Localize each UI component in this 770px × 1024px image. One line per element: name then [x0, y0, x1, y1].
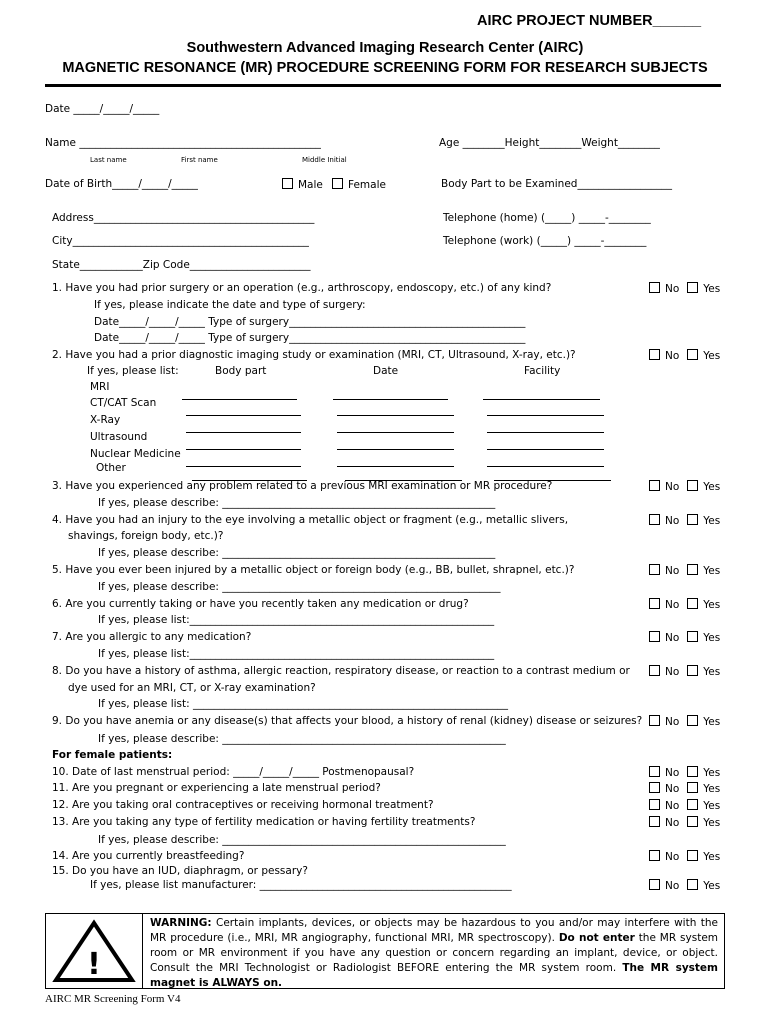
no-label: No — [665, 599, 680, 611]
q1-surgery-line-1[interactable]: Date_____/_____/_____ Type of surgery_____________________________________________ — [94, 316, 526, 328]
question-14: 14. Are you currently breastfeeding? — [52, 850, 245, 862]
question-6: 6. Are you currently taking or have you recently taken any medication or drug? — [52, 598, 469, 610]
q2-row-label: Other — [96, 462, 126, 474]
q2-row-label: X-Ray — [90, 414, 121, 426]
no-label: No — [665, 851, 680, 863]
q2-row-label: Nuclear Medicine — [90, 448, 181, 460]
q7-no-checkbox[interactable] — [649, 631, 660, 642]
no-label: No — [665, 767, 680, 779]
q2-col-date: Date — [373, 365, 399, 377]
q2-row-label: Ultrasound — [90, 431, 148, 443]
yes-label: Yes — [703, 851, 721, 863]
q13-yes-checkbox[interactable] — [687, 816, 698, 827]
q2-col-body-part: Body part — [215, 365, 267, 377]
q9-sub[interactable]: If yes, please describe: ______________________________________________________ — [98, 733, 506, 745]
q12-no-checkbox[interactable] — [649, 799, 660, 810]
question-2: 2. Have you had a prior diagnostic imaging study or examination (MRI, CT, Ultrasound, X-ray, etc.)? — [52, 349, 576, 361]
q4-no-checkbox[interactable] — [649, 514, 660, 525]
date-field[interactable]: Date _____/_____/_____ — [45, 103, 160, 115]
header-rule — [45, 84, 721, 87]
q11-no-checkbox[interactable] — [649, 782, 660, 793]
telephone-home-field[interactable]: Telephone (home) (_____) _____-________ — [443, 212, 651, 224]
q2-yes-checkbox[interactable] — [687, 349, 698, 360]
question-4: 4. Have you had an injury to the eye involving a metallic object or fragment (e.g., metallic slivers, — [52, 514, 569, 526]
yes-label: Yes — [703, 481, 721, 493]
female-option[interactable] — [332, 178, 386, 191]
yes-label: Yes — [703, 666, 721, 678]
middle-initial-label: Middle Initial — [302, 156, 347, 164]
male-checkbox[interactable] — [282, 178, 293, 189]
no-label: No — [665, 783, 680, 795]
question-5: 5. Have you ever been injured by a metallic object or foreign body (e.g., BB, bullet, shrapnel, etc.)? — [52, 564, 575, 576]
q12-yes-checkbox[interactable] — [687, 799, 698, 810]
no-label: No — [665, 565, 680, 577]
q10-no-checkbox[interactable] — [649, 766, 660, 777]
female-checkbox[interactable] — [332, 178, 343, 189]
q13-sub[interactable]: If yes, please describe: ______________________________________________________ — [98, 834, 506, 846]
no-label: No — [665, 350, 680, 362]
q2-other-date-input[interactable] — [345, 462, 462, 481]
q6-yes-no[interactable] — [649, 598, 720, 611]
q2-row-label: MRI — [90, 381, 110, 393]
question-15: 15. Do you have an IUD, diaphragm, or pessary? — [52, 865, 308, 877]
question-8-cont: dye used for an MRI, CT, or X-ray examination? — [68, 682, 316, 694]
yes-label: Yes — [703, 599, 721, 611]
q13-no-checkbox[interactable] — [649, 816, 660, 827]
q7-sub[interactable]: If yes, please list:__________________________________________________________ — [98, 648, 495, 660]
q8-sub[interactable]: If yes, please list: ____________________________________________________________ — [98, 698, 508, 710]
warning-text — [150, 916, 718, 991]
no-label: No — [665, 716, 680, 728]
q2-col-facility: Facility — [524, 365, 561, 377]
q5-yes-checkbox[interactable] — [687, 564, 698, 575]
q1-sub: If yes, please indicate the date and type of surgery: — [94, 299, 366, 311]
q6-no-checkbox[interactable] — [649, 598, 660, 609]
q8-yes-no[interactable] — [649, 665, 720, 678]
city-field[interactable]: City_____________________________________________ — [52, 235, 309, 247]
q1-yes-checkbox[interactable] — [687, 282, 698, 293]
q5-yes-no[interactable] — [649, 564, 720, 577]
org-name: Southwestern Advanced Imaging Research Center (AIRC) — [186, 40, 584, 56]
q5-no-checkbox[interactable] — [649, 564, 660, 575]
warning-label: WARNING: — [150, 917, 212, 929]
warning-text-2: the MR system room or MR environment if you have any question or concern regarding an implant, device, or object. Consult the MRI Technologist or Radiologist BEFORE entering the MR system room. — [150, 932, 719, 974]
question-11: 11. Are you pregnant or experiencing a late menstrual period? — [52, 782, 381, 794]
q12-yes-no[interactable] — [649, 799, 720, 812]
q11-yes-no[interactable] — [649, 782, 720, 795]
male-label: Male — [298, 179, 323, 191]
question-13: 13. Are you taking any type of fertility medication or having fertility treatments? — [52, 816, 476, 828]
male-option[interactable] — [282, 178, 323, 191]
q11-yes-checkbox[interactable] — [687, 782, 698, 793]
warning-text-1: Certain implants, devices, or objects may be hazardous to you and/or may interfere with the MR procedure (i.e., MRI, MR angiography, functional MRI, MR spectroscopy). — [150, 917, 718, 944]
question-12: 12. Are you taking oral contraceptives or receiving hormonal treatment? — [52, 799, 434, 811]
q4-sub[interactable]: If yes, please describe: ____________________________________________________ — [98, 547, 496, 559]
no-label: No — [665, 632, 680, 644]
q2-other-facility-input[interactable] — [494, 462, 611, 481]
female-label: Female — [348, 179, 386, 191]
question-10: 10. Date of last menstrual period: _____/_____/_____ Postmenopausal? — [52, 766, 415, 778]
q9-yes-checkbox[interactable] — [687, 715, 698, 726]
first-name-label: First name — [181, 156, 218, 164]
yes-label: Yes — [703, 350, 721, 362]
dob-field[interactable]: Date of Birth_____/_____/_____ — [45, 178, 198, 190]
q4-yes-checkbox[interactable] — [687, 514, 698, 525]
yes-label: Yes — [703, 283, 721, 295]
age-height-weight-field[interactable]: Age ________Height________Weight________ — [439, 137, 660, 149]
q3-yes-no[interactable] — [649, 480, 720, 493]
warning-bold-1: Do not enter — [558, 932, 635, 944]
q8-no-checkbox[interactable] — [649, 665, 660, 676]
q1-surgery-line-2[interactable]: Date_____/_____/_____ Type of surgery_____________________________________________ — [94, 332, 526, 344]
q13-yes-no[interactable] — [649, 816, 720, 829]
project-number: AIRC PROJECT NUMBER______ — [477, 13, 702, 29]
warning-glyph: ! — [87, 947, 101, 982]
q9-yes-no[interactable] — [649, 715, 720, 728]
q3-no-checkbox[interactable] — [649, 480, 660, 491]
q2-if-yes: If yes, please list: — [87, 365, 179, 377]
yes-label: Yes — [703, 515, 721, 527]
yes-label: Yes — [703, 632, 721, 644]
q14-yes-checkbox[interactable] — [687, 850, 698, 861]
no-label: No — [665, 880, 680, 892]
q10-yes-no[interactable] — [649, 766, 720, 779]
warning-triangle-icon — [46, 914, 143, 988]
q2-row-label: CT/CAT Scan — [90, 397, 157, 409]
address-field[interactable]: Address__________________________________________ — [52, 212, 315, 224]
q1-yes-no[interactable] — [649, 282, 720, 295]
q9-no-checkbox[interactable] — [649, 715, 660, 726]
yes-label: Yes — [703, 767, 721, 779]
state-zip-field[interactable]: State____________Zip Code_______________________ — [52, 259, 311, 271]
question-1: 1. Have you had prior surgery or an operation (e.g., arthroscopy, endoscopy, etc.) of any kind? — [52, 282, 552, 294]
q14-no-checkbox[interactable] — [649, 850, 660, 861]
warning-box — [45, 913, 725, 989]
warning-bold-2: The MR system magnet is ALWAYS on. — [150, 962, 718, 989]
no-label: No — [665, 817, 680, 829]
q7-yes-no[interactable] — [649, 631, 720, 644]
no-label: No — [665, 481, 680, 493]
form-title: MAGNETIC RESONANCE (MR) PROCEDURE SCREENING FORM FOR RESEARCH SUBJECTS — [62, 60, 708, 76]
telephone-work-field[interactable]: Telephone (work) (_____) _____-________ — [443, 235, 647, 247]
question-3: 3. Have you experienced any problem related to a previous MRI examination or MR procedure? — [52, 480, 553, 492]
q7-yes-checkbox[interactable] — [687, 631, 698, 642]
q6-yes-checkbox[interactable] — [687, 598, 698, 609]
q4-yes-no[interactable] — [649, 514, 720, 527]
no-label: No — [665, 800, 680, 812]
q14-yes-no[interactable] — [649, 850, 720, 863]
no-label: No — [665, 666, 680, 678]
yes-label: Yes — [703, 565, 721, 577]
q10-yes-checkbox[interactable] — [687, 766, 698, 777]
question-8: 8. Do you have a history of asthma, allergic reaction, respiratory disease, or reaction to a contrast medium or — [52, 665, 630, 677]
last-name-label: Last name — [90, 156, 127, 164]
q2-other-body-input[interactable] — [192, 462, 307, 481]
name-field[interactable]: Name ______________________________________________ — [45, 137, 321, 149]
body-part-field[interactable]: Body Part to be Examined__________________ — [441, 178, 672, 190]
q15-sub[interactable]: If yes, please list manufacturer: ________________________________________________ — [90, 879, 512, 891]
q3-sub[interactable]: If yes, please describe: ____________________________________________________ — [98, 497, 496, 509]
q2-yes-no[interactable] — [649, 349, 720, 362]
q15-no-checkbox[interactable] — [649, 879, 660, 890]
q2-no-checkbox[interactable] — [649, 349, 660, 360]
yes-label: Yes — [703, 800, 721, 812]
no-label: No — [665, 515, 680, 527]
q6-sub[interactable]: If yes, please list:__________________________________________________________ — [98, 614, 495, 626]
yes-label: Yes — [703, 716, 721, 728]
yes-label: Yes — [703, 880, 721, 892]
q15-yes-checkbox[interactable] — [687, 879, 698, 890]
yes-label: Yes — [703, 817, 721, 829]
yes-label: Yes — [703, 783, 721, 795]
question-9: 9. Do you have anemia or any disease(s) that affects your blood, a history of renal (kidney) disease or seizures? — [52, 715, 643, 727]
q15-yes-no[interactable] — [649, 879, 720, 892]
footer: AIRC MR Screening Form V4 — [45, 993, 181, 1005]
q8-yes-checkbox[interactable] — [687, 665, 698, 676]
question-4-cont: shavings, foreign body, etc.)? — [68, 530, 224, 542]
no-label: No — [665, 283, 680, 295]
q3-yes-checkbox[interactable] — [687, 480, 698, 491]
q1-no-checkbox[interactable] — [649, 282, 660, 293]
q5-sub[interactable]: If yes, please describe: _____________________________________________________ — [98, 581, 501, 593]
question-7: 7. Are you allergic to any medication? — [52, 631, 252, 643]
female-heading: For female patients: — [52, 749, 173, 761]
